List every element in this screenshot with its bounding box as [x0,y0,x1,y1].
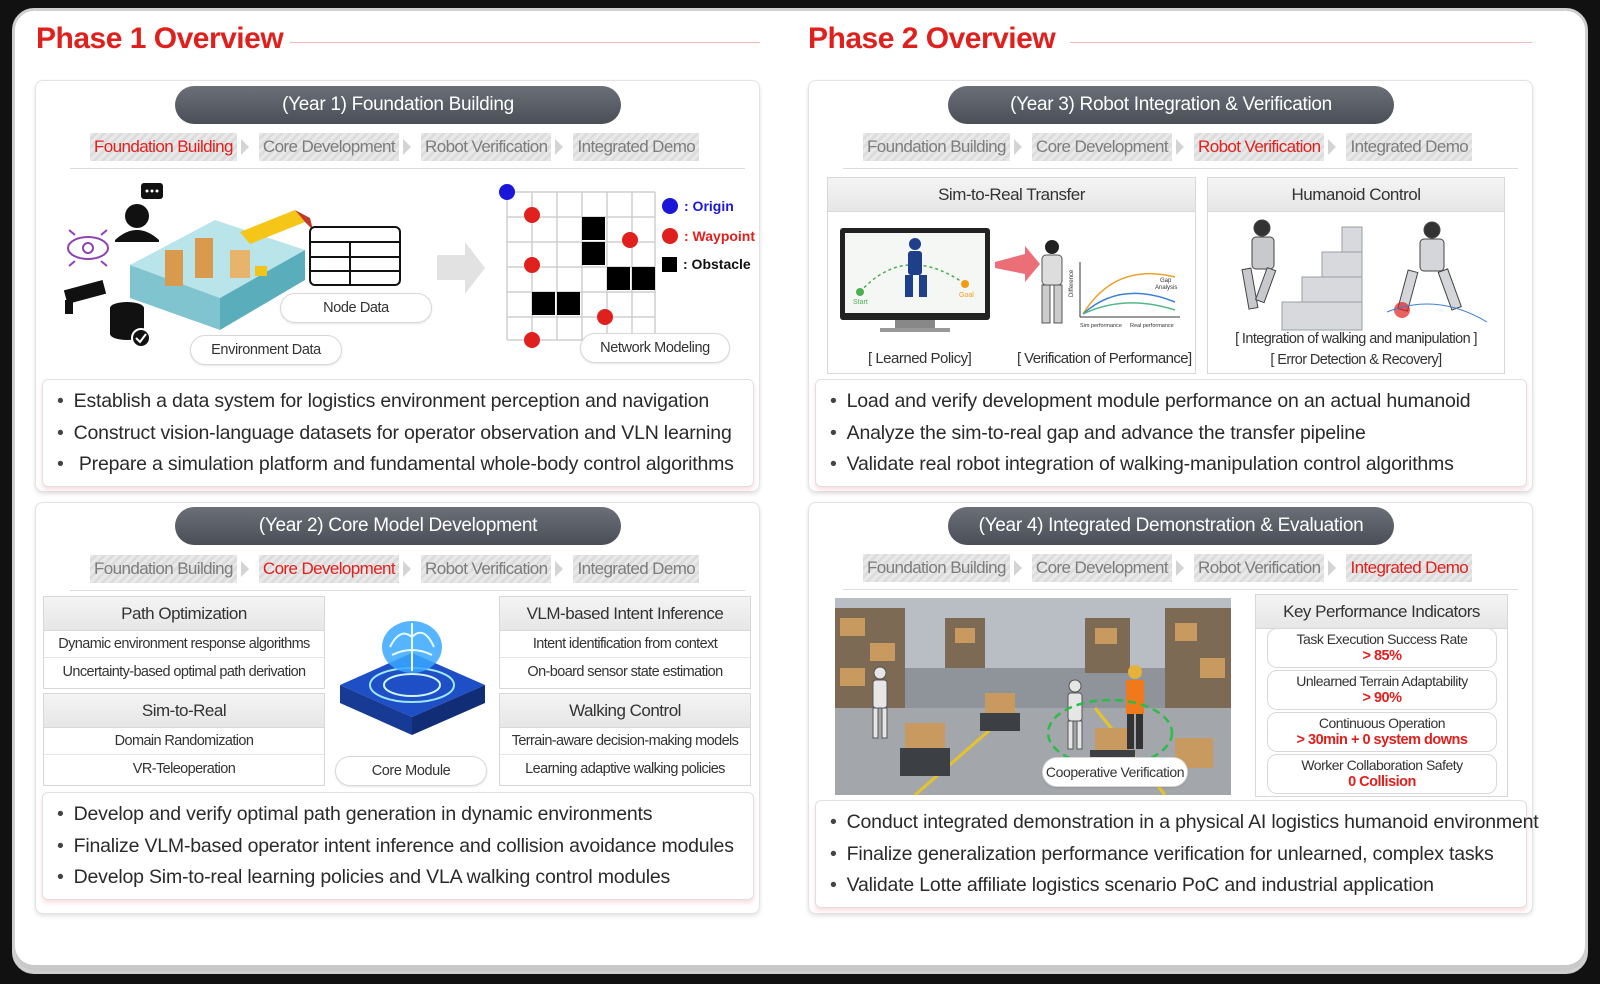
phase2-rule [1070,42,1532,43]
divider [70,168,745,169]
step-arrow [241,561,249,577]
step-core: Core Development [1032,554,1172,582]
truck-icon [240,210,305,244]
waypoint-dot-icon [662,228,678,244]
learned-policy-caption: [ Learned Policy] [868,350,972,367]
walking-control-box [499,693,751,786]
bullet: • Load and verify development module performance on an actual humanoid [830,386,1512,418]
step-arrow [1014,560,1022,576]
humanoid-illustration [1212,212,1502,332]
person-icon [115,183,163,242]
bullet: • Finalize generalization performance verification for unlearned, complex tasks [830,839,1512,871]
sim-to-real-box [43,693,325,786]
year1-pill: (Year 1) Foundation Building [175,86,621,124]
year3-steps [863,132,1472,162]
kpi-card [1267,712,1497,752]
sim-to-real-illustration [835,222,1190,340]
legend-obstacle-text: : Obstacle [683,256,751,272]
transfer-arrow-icon [995,246,1040,282]
bullet: • Establish a data system for logistics environment perception and navigation [57,386,739,418]
vlm-intent-title: VLM-based Intent Inference [500,597,750,631]
phase2-title: Phase 2 Overview [808,22,1056,55]
obstacle-cells [532,217,655,315]
real-robot-icon [1042,240,1062,323]
step-demo: Integrated Demo [1346,554,1472,582]
kpi-card [1267,628,1497,668]
obstacle-square-icon [662,257,677,272]
goal-label: Goal [959,292,974,299]
database-icon [110,302,150,347]
step-foundation: Foundation Building [863,133,1010,161]
step-arrow [555,561,563,577]
sim-performance-label: Sim performance [1080,323,1122,329]
step-arrow [1176,139,1184,155]
step-foundation: Foundation Building [90,133,237,161]
graph-ylabel: Difference [1069,269,1075,297]
step-arrow [555,139,563,155]
box-item: VR-Teleoperation [132,760,236,777]
box-item: On-board sensor state estimation [527,663,723,680]
sim-to-real-transfer-title: Sim-to-Real Transfer [828,178,1195,212]
phase1-title: Phase 1 Overview [36,22,284,55]
kpi-label: Unlearned Terrain Adaptability [1296,673,1468,689]
bullet: • Develop Sim-to-real learning policies and VLA walking control modules [57,862,739,894]
cctv-icon [64,280,106,314]
error-caption: [ Error Detection & Recovery] [1270,352,1442,368]
step-robot: Robot Verification [1194,554,1324,582]
year1-steps [90,132,699,162]
legend-obstacle [662,256,751,272]
step-arrow [1014,139,1022,155]
step-arrow [1328,139,1336,155]
bullet: • Validate real robot integration of walking-manipulation control algorithms [830,449,1512,481]
network-modeling-label: Network Modeling [580,333,730,363]
bullet: • Develop and verify optimal path generation in dynamic environments [57,799,739,831]
table-icon [310,227,400,285]
stair-robot-icon [1242,220,1276,309]
cooperative-verification-label: Cooperative Verification [1042,757,1188,787]
verification-caption: [ Verification of Performance] [1017,350,1192,367]
bullet: • Validate Lotte affiliate logistics scenario PoC and industrial application [830,870,1512,902]
legend-waypoint [662,228,755,244]
step-arrow [1176,560,1184,576]
stairs-icon [1282,227,1362,330]
bullet: • Construct vision-language datasets for operator observation and VLN learning [57,418,739,450]
integration-caption: [ Integration of walking and manipulation ] [1235,331,1477,347]
box-item: Uncertainty-based optimal path derivation [62,663,306,680]
real-performance-label: Real performance [1130,323,1174,329]
year4-bullets [815,800,1539,908]
year2-pill: (Year 2) Core Model Development [175,507,621,545]
step-foundation: Foundation Building [863,554,1010,582]
year4-steps [863,553,1472,583]
step-demo: Integrated Demo [573,133,699,161]
kpi-value: > 30min + 0 system downs [1296,732,1468,748]
year2-bullets [42,792,754,900]
step-core: Core Development [259,555,399,583]
year4-pill: (Year 4) Integrated Demonstration & Evaluation [948,507,1394,545]
step-demo: Integrated Demo [573,555,699,583]
box-item: Terrain-aware decision-making models [500,728,750,755]
step-arrow [241,139,249,155]
box-item: Learning adaptive walking policies [525,760,725,777]
step-arrow [1328,560,1336,576]
origin-node [499,184,515,200]
year3-bullets [815,379,1527,487]
kpi-card [1267,670,1497,710]
year3-pill: (Year 3) Robot Integration & Verification [948,86,1394,124]
year2-steps [90,554,699,584]
kpi-title: Key Performance Indicators [1256,595,1507,629]
kpi-label: Continuous Operation [1318,715,1446,731]
kpi-card [1267,754,1497,794]
step-core: Core Development [1032,133,1172,161]
core-module-label: Core Module [335,756,487,786]
bullet: • Conduct integrated demonstration in a physical AI logistics humanoid environment [830,807,1512,839]
kpi-value: 0 Collision [1348,774,1416,790]
environment-data-label: Environment Data [190,335,342,365]
flow-arrow-icon [437,242,485,294]
sim-to-real-title: Sim-to-Real [44,694,324,728]
network-grid [495,180,675,350]
path-optimization-box [43,596,325,689]
step-robot: Robot Verification [1194,133,1324,161]
kpi-value: > 85% [1362,648,1402,664]
start-label: Start [853,299,868,306]
manipulation-robot-icon [1398,222,1462,311]
bullet: • Prepare a simulation platform and fundamental whole-body control algorithms [57,449,739,481]
box-item: Intent identification from context [500,631,750,658]
path-optimization-title: Path Optimization [44,597,324,631]
walking-control-title: Walking Control [500,694,750,728]
phase1-rule [290,42,760,43]
step-robot: Robot Verification [421,133,551,161]
legend-waypoint-text: : Waypoint [684,228,756,244]
step-arrow [403,561,411,577]
divider [843,589,1518,590]
gap-label: Gap [1160,278,1172,284]
kpi-label: Worker Collaboration Safety [1301,757,1463,773]
eye-icon [68,230,108,266]
brain-chip-icon [330,605,495,745]
error-point-icon [1394,302,1410,318]
step-foundation: Foundation Building [90,555,237,583]
legend-origin [662,198,734,214]
step-arrow [403,139,411,155]
divider [70,590,745,591]
step-demo: Integrated Demo [1346,133,1472,161]
box-item: Domain Randomization [44,728,324,755]
legend-origin-text: : Origin [684,198,734,214]
box-item: Dynamic environment response algorithms [44,631,324,658]
humanoid-control-title: Humanoid Control [1208,178,1504,212]
kpi-value: > 90% [1362,690,1402,706]
vlm-intent-box [499,596,751,689]
bullet: • Analyze the sim-to-real gap and advance the transfer pipeline [830,418,1512,450]
bullet: • Finalize VLM-based operator intent inference and collision avoidance modules [57,831,739,863]
step-core: Core Development [259,133,399,161]
step-robot: Robot Verification [421,555,551,583]
node-data-label: Node Data [280,293,432,323]
kpi-label: Task Execution Success Rate [1296,631,1468,647]
year1-bullets [42,379,754,487]
divider [843,168,1518,169]
origin-dot-icon [662,198,678,214]
analysis-label: Analysis [1155,285,1178,291]
